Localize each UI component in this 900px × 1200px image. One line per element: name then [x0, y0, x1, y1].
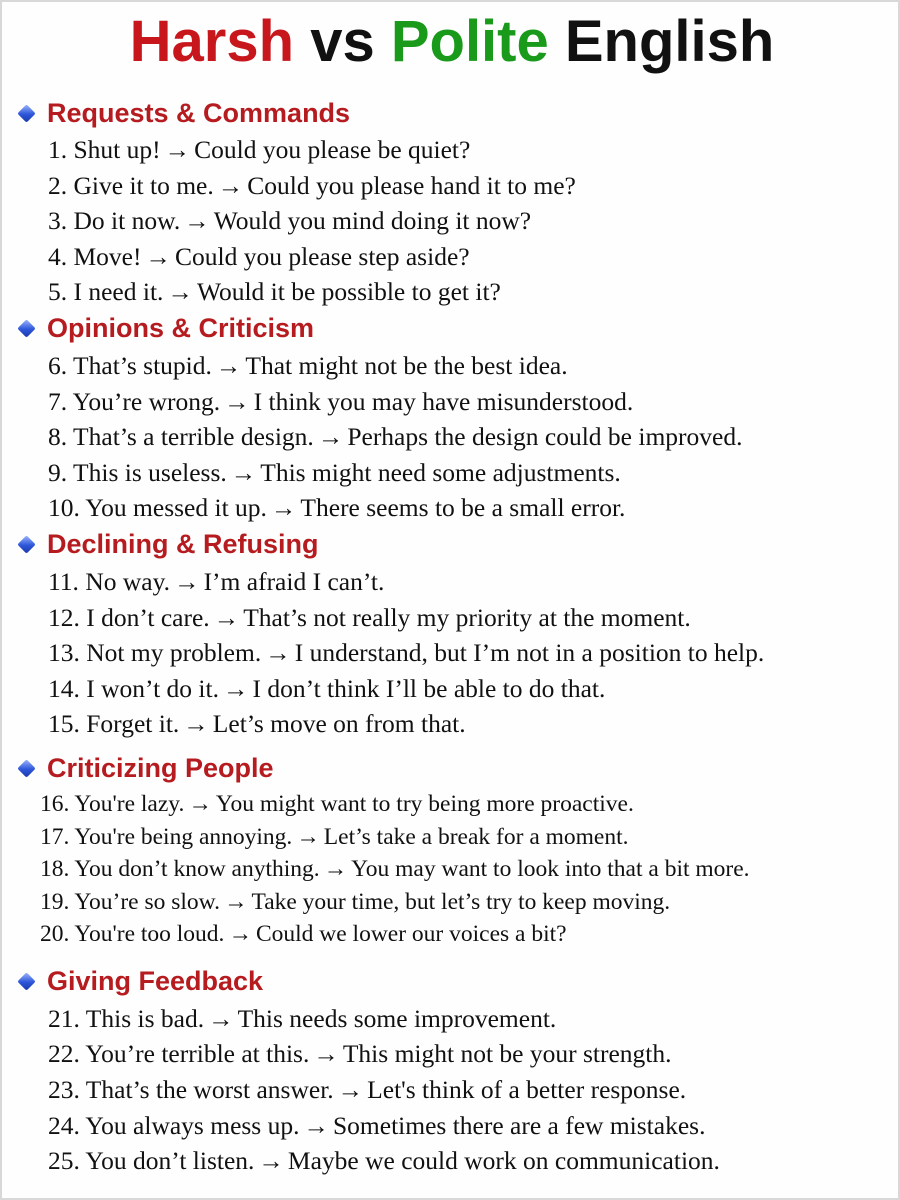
polite-phrase: There seems to be a small error. [300, 493, 626, 523]
polite-phrase: Perhaps the design could be improved. [347, 422, 743, 452]
arrow-right-icon: → [174, 566, 200, 596]
polite-phrase: This needs some improvement. [237, 1003, 557, 1033]
phrase-item [2, 635, 900, 671]
section-opinions-criticism [2, 310, 900, 526]
polite-phrase: I’m afraid I can’t. [203, 566, 385, 596]
section-title: Giving Feedback [47, 966, 264, 997]
arrow-right-icon: → [208, 1003, 234, 1033]
polite-phrase: Let’s take a break for a moment. [323, 823, 629, 850]
section-spacer [2, 742, 900, 750]
blue-diamond-icon [17, 536, 35, 554]
arrow-right-icon: → [323, 856, 348, 883]
phrase-item [2, 274, 900, 310]
harsh-phrase: You don’t know anything. [74, 856, 320, 883]
section-header [2, 526, 900, 564]
section-giving-feedback [2, 963, 900, 1179]
harsh-phrase: You’re so slow. [74, 888, 220, 915]
arrow-right-icon: → [223, 888, 248, 915]
arrow-right-icon: → [145, 241, 171, 271]
harsh-phrase: That’s the worst answer. [85, 1075, 334, 1105]
harsh-phrase: You always mess up. [85, 1110, 300, 1140]
item-number: 7. [48, 386, 68, 416]
harsh-phrase: I won’t do it. [86, 673, 219, 703]
harsh-phrase: This is bad. [85, 1003, 205, 1033]
polite-phrase: Would you mind doing it now? [213, 206, 532, 236]
polite-phrase: I think you may have misunderstood. [253, 386, 634, 416]
item-number: 20. [40, 921, 70, 948]
phrase-item [2, 239, 900, 275]
polite-phrase: I understand, but I’m not in a position to help. [294, 638, 765, 668]
arrow-right-icon: → [184, 206, 210, 236]
harsh-phrase: Forget it. [86, 709, 180, 739]
section-header [2, 310, 900, 348]
phrase-item [2, 853, 900, 886]
section-title: Opinions & Criticism [47, 313, 315, 344]
item-number: 5. [48, 277, 68, 307]
blue-diamond-icon [17, 320, 35, 338]
item-number: 4. [48, 241, 68, 271]
harsh-phrase: This is useless. [73, 457, 227, 487]
polite-phrase: You might want to try being more proactive. [215, 790, 634, 817]
arrow-right-icon: → [270, 493, 297, 523]
section-title: Requests & Commands [47, 97, 351, 128]
item-number: 15. [48, 709, 80, 739]
arrow-right-icon: → [188, 790, 212, 817]
polite-phrase: Let's think of a better response. [367, 1075, 687, 1105]
polite-phrase: Let’s move on from that. [212, 709, 466, 739]
phrase-item [2, 168, 900, 204]
phrase-item [2, 348, 900, 384]
arrow-right-icon: → [296, 823, 320, 850]
section-criticizing-people [2, 750, 900, 951]
phrase-item [2, 1072, 900, 1108]
item-number: 19. [40, 888, 70, 915]
harsh-phrase: I need it. [73, 277, 164, 307]
harsh-phrase: Do it now. [73, 206, 181, 236]
item-number: 9. [48, 457, 68, 487]
harsh-phrase: Shut up! [73, 135, 161, 164]
polite-phrase: Would it be possible to get it? [196, 277, 501, 307]
section-header [2, 963, 900, 1001]
harsh-phrase: Give it to me. [73, 170, 214, 200]
arrow-right-icon: → [222, 673, 249, 703]
phrase-item [2, 203, 900, 239]
phrase-item [2, 455, 900, 491]
harsh-phrase: That’s a terrible design. [73, 422, 314, 452]
harsh-phrase: You don’t listen. [85, 1146, 255, 1176]
polite-phrase: This might need some adjustments. [260, 457, 621, 487]
polite-phrase: That’s not really my priority at the moment. [243, 602, 691, 632]
phrase-item [2, 671, 900, 707]
item-number: 21. [48, 1003, 80, 1033]
phrase-item [2, 600, 900, 636]
section-header [2, 750, 900, 788]
item-number: 3. [48, 206, 68, 236]
section-requests-commands [2, 94, 900, 310]
polite-phrase: Take your time, but let’s try to keep moving. [251, 888, 671, 915]
harsh-phrase: You're too loud. [74, 921, 225, 948]
phrase-item [2, 821, 900, 854]
item-number: 11. [48, 566, 79, 596]
arrow-right-icon: → [183, 709, 209, 739]
title-harsh: Harsh [129, 9, 295, 74]
phrase-item [2, 706, 900, 742]
section-declining-refusing [2, 526, 900, 742]
arrow-right-icon: → [167, 277, 193, 307]
section-header [2, 94, 900, 132]
phrase-item [2, 384, 900, 420]
item-number: 23. [48, 1075, 80, 1105]
phrase-item [2, 1143, 900, 1179]
polite-phrase: Could we lower our voices a bit? [255, 921, 567, 948]
item-number: 10. [48, 493, 80, 523]
harsh-phrase: That’s stupid. [73, 350, 212, 380]
phrase-item [2, 918, 900, 951]
phrase-item [2, 1108, 900, 1144]
arrow-right-icon: → [303, 1110, 329, 1140]
blue-diamond-icon [17, 973, 35, 991]
arrow-right-icon: → [337, 1075, 364, 1105]
item-number: 25. [48, 1146, 80, 1176]
arrow-right-icon: → [228, 921, 252, 948]
blue-diamond-icon [17, 760, 35, 778]
arrow-right-icon: → [213, 602, 240, 632]
polite-phrase: Could you please hand it to me? [247, 170, 576, 200]
phrase-item [2, 564, 900, 600]
arrow-right-icon: → [164, 135, 191, 164]
section-spacer [2, 951, 900, 963]
arrow-right-icon: → [317, 422, 344, 452]
arrow-right-icon: → [224, 386, 250, 416]
phrase-item [2, 132, 900, 168]
phrase-item [2, 1001, 900, 1037]
item-number: 24. [48, 1110, 80, 1140]
polite-phrase: That might not be the best idea. [245, 350, 568, 380]
arrow-right-icon: → [215, 350, 242, 380]
blue-diamond-icon [17, 104, 35, 122]
item-number: 22. [48, 1039, 80, 1069]
phrase-list [2, 94, 900, 1179]
item-number: 13. [48, 638, 80, 668]
title-english: English [564, 9, 775, 74]
polite-phrase: You may want to look into that a bit more. [351, 856, 750, 883]
polite-phrase: I don’t think I’ll be able to do that. [252, 673, 606, 703]
phrase-item [2, 490, 900, 526]
item-number: 17. [40, 823, 70, 850]
item-number: 8. [48, 422, 68, 452]
item-number: 14. [48, 673, 80, 703]
phrase-item [2, 788, 900, 821]
polite-phrase: Maybe we could work on communication. [287, 1146, 720, 1176]
arrow-right-icon: → [258, 1146, 284, 1176]
arrow-right-icon: → [217, 170, 244, 200]
harsh-phrase: You’re wrong. [72, 386, 221, 416]
title-polite: Polite [390, 9, 549, 74]
section-title: Criticizing People [47, 753, 274, 784]
harsh-phrase: No way. [85, 566, 171, 596]
harsh-phrase: You're lazy. [74, 790, 185, 817]
polite-phrase: Sometimes there are a few mistakes. [333, 1110, 706, 1140]
page-title [2, 8, 900, 76]
harsh-phrase: Move! [73, 241, 142, 271]
section-title: Declining & Refusing [47, 529, 319, 560]
item-number: 1. [48, 135, 68, 164]
item-number: 6. [48, 350, 68, 380]
harsh-phrase: You messed it up. [85, 493, 267, 523]
item-number: 16. [40, 790, 70, 817]
title-vs: vs [310, 9, 375, 74]
harsh-phrase: I don’t care. [86, 602, 210, 632]
item-number: 18. [40, 856, 70, 883]
arrow-right-icon: → [230, 457, 257, 487]
polite-phrase: Could you please be quiet? [194, 135, 471, 164]
phrase-item [2, 886, 900, 919]
phrase-item [2, 419, 900, 455]
polite-phrase: This might not be your strength. [342, 1039, 672, 1069]
phrase-item [2, 1036, 900, 1072]
arrow-right-icon: → [265, 638, 291, 668]
item-number: 12. [48, 602, 80, 632]
arrow-right-icon: → [313, 1039, 339, 1069]
item-number: 2. [48, 170, 68, 200]
harsh-phrase: Not my problem. [86, 638, 262, 668]
harsh-phrase: You're being annoying. [74, 823, 293, 850]
harsh-phrase: You’re terrible at this. [85, 1039, 310, 1069]
polite-phrase: Could you please step aside? [174, 241, 470, 271]
